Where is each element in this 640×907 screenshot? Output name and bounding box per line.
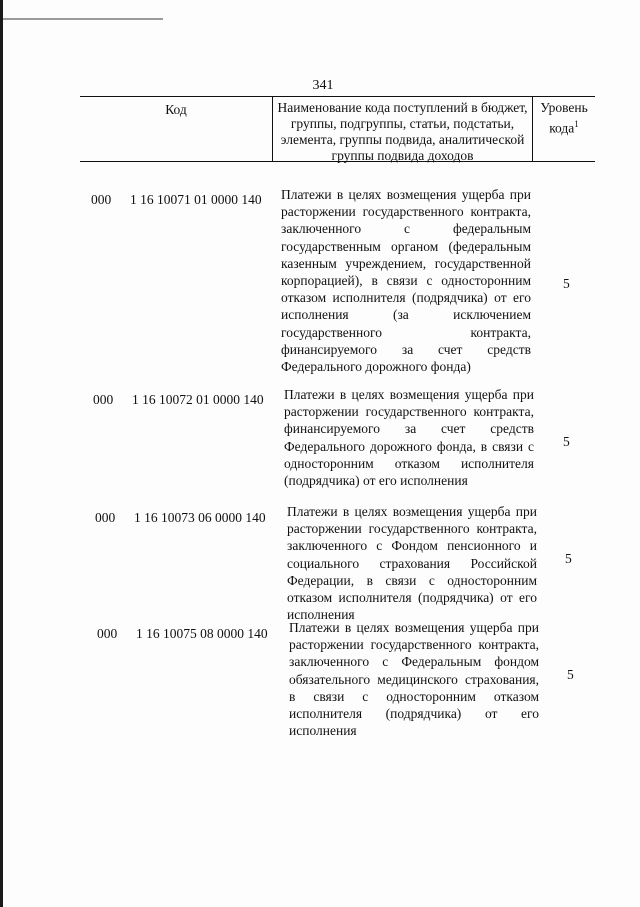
- header-level-label: Уровень кода: [540, 100, 588, 136]
- admin-code: 000: [93, 392, 114, 407]
- admin-code: 000: [91, 192, 112, 207]
- header-level-footnote: 1: [574, 119, 579, 129]
- header-level: [533, 97, 595, 161]
- code-level: 5: [565, 551, 572, 566]
- header-code: Код: [80, 97, 273, 161]
- income-name: Платежи в целях возмещения ущерба при расторжении государственного контракта, заключенного с федеральным государственным органом (федеральным казенным учреждением, государственной корпорацией), в связи с односторонним отказом исполнителя (подрядчика) от его исполнения (за исключением государственного контракта, финансируемого за счет средств Федерального дорожного фонда): [281, 187, 531, 375]
- income-code: 1 16 10073 06 0000 140: [134, 510, 266, 525]
- income-name: Платежи в целях возмещения ущерба при расторжении государственного контракта, заключенного с Фондом пенсионного и социального страхования Российской Федерации, в связи с односторонним отказом исполнителя (подрядчика) от его исполнения: [287, 504, 537, 623]
- code-level: 5: [563, 276, 570, 291]
- header-name: Наименование кода поступлений в бюджет, группы, подгруппы, статьи, подстатьи, элемента, группы подвида, аналитической группы подвида доходов: [273, 97, 533, 161]
- code-level: 5: [563, 434, 570, 449]
- admin-code: 000: [95, 510, 116, 525]
- income-name: Платежи в целях возмещения ущерба при расторжении государственного контракта, заключенного с Федеральным фондом обязательного медицинского страхования, в связи с односторонним отказом исполнителя (подрядчика) от его исполнения: [289, 620, 539, 739]
- income-code: 1 16 10075 08 0000 140: [136, 626, 268, 641]
- scan-artifact-line: [3, 18, 163, 20]
- income-name: Платежи в целях возмещения ущерба при расторжении государственного контракта, финансируемого за счет средств Федерального дорожного фонда, в связи с односторонним отказом исполнителя (подрядчика) от его исполнения: [284, 387, 534, 489]
- income-code: 1 16 10071 01 0000 140: [130, 192, 262, 207]
- code-level: 5: [567, 667, 574, 682]
- page-number: 341: [312, 78, 334, 93]
- income-code: 1 16 10072 01 0000 140: [132, 392, 264, 407]
- table-header: [80, 96, 595, 162]
- admin-code: 000: [97, 626, 118, 641]
